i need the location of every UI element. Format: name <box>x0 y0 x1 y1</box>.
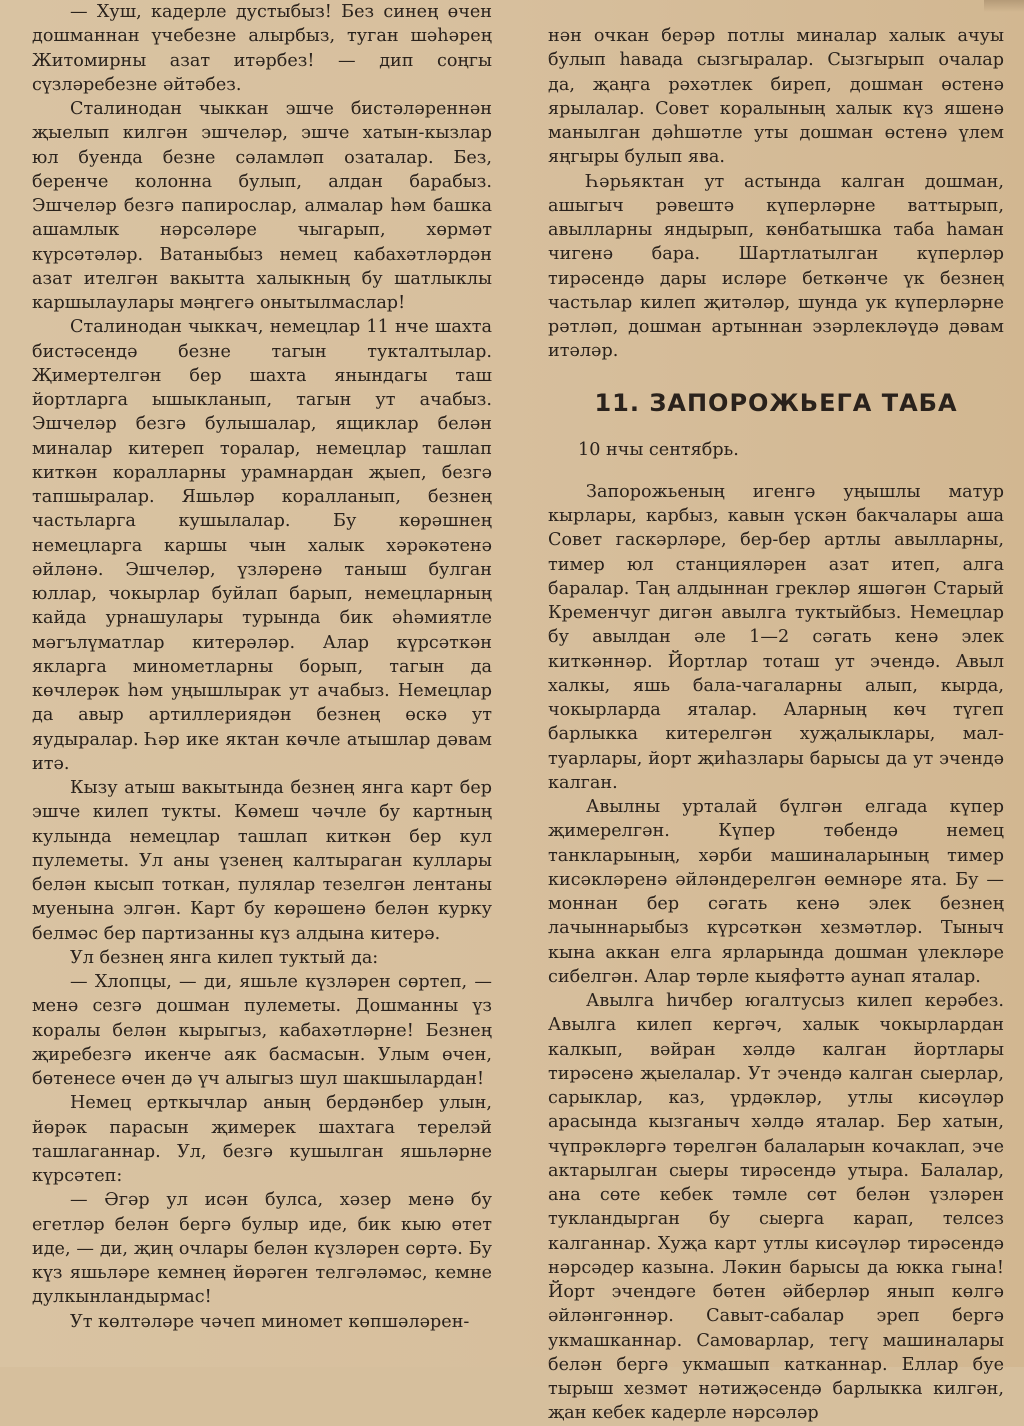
paragraph: Немец ерткычлар аның бердәнбер улын, йөрәк парасын җимерек шахтага терелэй ташлаганнар. Ул, безгә кушылган яшьләрне күрсәтеп: <box>32 1093 492 1186</box>
paragraph: Запорожьеның игенгә уңышлы матур кырлары, карбыз, кавын үскән бакчалары аша Совет гаскәрләре, бер-бер артлы авылларны, тимер юл станцияләрен азат итеп, алга баралар. Таң алдыннан грекләр яшәгән Старый Кременчуг дигән авылга туктыйбыз. Немецлар бу авылдан әле 1—2 сәгать кенә элек киткәннәр. Йортлар тоташ ут эчендә. Авыл халкы, яшь бала-чагаларны алып, кырда, чокырларда яталар. Аларның көч түгеп барлыкка китерелгән хуҗалыклары, мал-туарлары, йорт җиһазлары барысы да ут эчендә калган. <box>548 481 1004 793</box>
paragraph: — Әгәр ул исән булса, хәзер менә бу егетләр белән бергә булыр иде, бик кыю өтет иде, — ди, җиң очлары белән күзләрен сөртә. Бу күз яшьләре кемнең йөрәген телгәләмәс, кемне дулкынландырмас! <box>32 1190 492 1308</box>
paragraph-continued: нән очкан берәр потлы миналар халык ачуы булып һавада сызгыралар. Сызгырып очалар да, җаңга рәхәтлек биреп, дошман өстенә ярылалар. Совет коралының халык күз яшенә манылган дәһшәтле уты дошман өстенә үлем яңгыры булып ява. <box>548 26 1004 168</box>
right-column <box>548 24 1004 1426</box>
paragraph: Кызу атыш вакытында безнең янга карт бер эшче килеп тукты. Көмеш чәчле бу картның кулында немецлар ташлап киткән бер кул пулеметы. Ул аны үзенең калтыраган куллары белән кысып тоткан, пулялар тезелгән лентаны муенына элгән. Карт бу көрәшенә белән курку белмәс бер партизанны күз алдына китерә. <box>32 778 492 944</box>
paragraph: — Хлопцы, — ди, яшьле күзләрен сөртеп, — менә сезгә дошман пулеметы. Дошманны үз коралы белән кырыгыз, кабахәтләрне! Безнең җиребезгә икенче аяк басмасын. Улым өчен, бөтенесе өчен дә үч алыгыз шул шакшылардан! <box>32 972 492 1089</box>
paragraph: — Хуш, кадерле дустыбыз! Без синең өчен дошманнан үчебезне алырбыз, туган шәһәрең Житомирны азат итәрбез! — дип соңгы сүзләребезне әйтәбез. <box>32 2 492 95</box>
paragraph: Һәрьяктан ут астында калган дошман, ашыгыч рәвештә күперләрне ваттырып, авылларны яндырып, көнбатышка таба һаман чигенә бара. Шартлатылган күперләр тирәсендә дары исләре беткәнче үк безнең частьлар килеп җитәләр, шунда ук күперләрне рәтләп, дошман артыннан эзәрлекләүдә дәвам итәләр. <box>548 171 1004 362</box>
paragraph: Сталинодан чыккач, немецлар 11 нче шахта бистәсендә безне тагын тукталтылар. Җимертелгән бер шахта янындагы таш йортларга ышыкланып, тагын ут ачабыз. Эшчеләр безгә булышалар, ящиклар белән миналар китереп торалар, немецлар ташлап киткән коралларны урамнардан җыеп, безгә тапшыралар. Яшьләр коралланып, безнең частьларга кушылалар. Бу көрәшнең немецларга каршы чын халык хәрәкәтенә әйләнә. Эшчеләр, үзләренә таныш булган юллар, чокырлар буйлап барып, немецларның кайда урнашулары турында бик әһәмиятле мәгълүматлар китерәләр. Алар күрсәткән якларга минометларны борып, тагын да көчлерәк һәм уңышлырак ут ачабыз. Немецлар да авыр артиллериядән безнең өскә ут яудыралар. Һәр ике яктан көчле атышлар дәвам итә. <box>32 317 492 774</box>
paragraph: Ут көлтәләре чәчеп миномет көпшәләрен- <box>70 1311 470 1332</box>
page-corner-fold <box>984 0 1024 12</box>
chapter-date: 10 нчы сентябрь. <box>578 439 739 460</box>
paragraph: Ул безнең янга килеп туктый да: <box>70 947 379 968</box>
chapter-heading: 11. ЗАПОРОЖЬЕГА ТАБА <box>594 388 958 417</box>
paragraph: Сталинодан чыккан эшче бистәләреннән җыелып килгән эшчеләр, эшче хатын-кызлар юл буенда безне сәламләп озаталар. Без, беренче колонна булып, алдан барабыз. Эшчеләр безгә папирослар, алмалар һәм башка ашамлык нәрсәләре чыгарып, хөрмәт күрсәтәләр. Ватаныбыз немец кабахәтләрдән азат ителгән вакытта халыкның бу шатлыклы каршылаулары мәңгегә онытылмаслар! <box>32 99 492 313</box>
left-column <box>32 0 492 1334</box>
paragraph: Авылны урталай бүлгән елгада күпер җимерелгән. Күпер төбендә немец танкларының, хәрби машиналарының тимер кисәкләренә әйләндерелгән өемнәре ята. Бу — моннан бер сәгать кенә элек безнең лачыннарыбыз күрсәткән хезмәтләр. Тыныч кына аккан елга ярларында дошман үлекләре сибелгән. Алар төрле кыяфәттә аунап яталар. <box>548 797 1004 987</box>
paragraph: Авылга һичбер югалтусыз килеп керәбез. Авылга килеп кергәч, халык чокырлардан калкып, вәйран хәлдә калган йортлары тирәсенә җыелалар. Ут эчендә калган сыерлар, сарыклар, каз, үрдәкләр, утлы кисәүләр арасында кызганыч хәлдә яталар. Бер хатын, чүпрәкләргә төрелгән балаларын кочаклап, эче актарылган сыеры тирәсендә утыра. Балалар, ана сөте кебек тәмле сөт белән үзләрен тукландырган бу сыерга карап, телсез калганнар. Хуҗа карт утлы кисәүләр тирәсендә нәрсәдер казына. Ләкин барысы да юкка гына! Йорт эчендәге бөтен әйберләр янып көлгә әйләнгәннәр. Савыт-сабалар эреп бергә укмашканнар. Самоварлар, тегү машиналары белән бергә укмашып катканнар. Еллар буе тырыш хезмәт нәтиҗәсендә барлыкка килгән, җан кебек кадерле нәрсәләр <box>548 991 1004 1424</box>
